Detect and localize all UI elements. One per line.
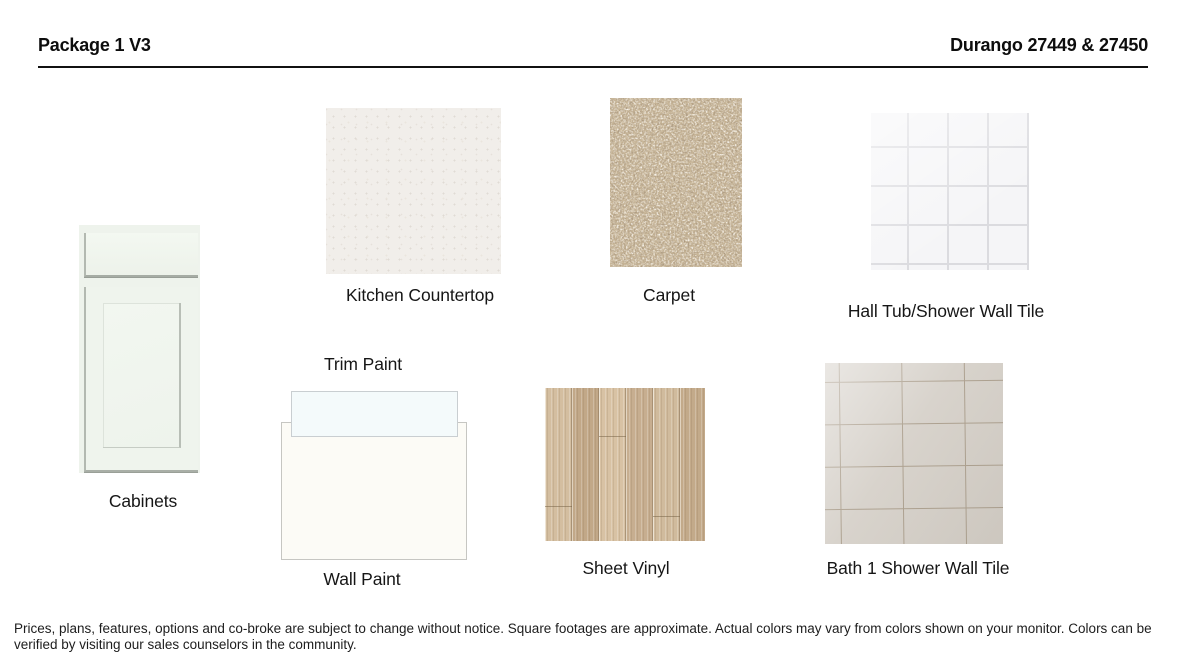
package-title: Package 1 V3 [38, 35, 151, 55]
cabinet-drawer-front [84, 233, 198, 277]
wall-paint-swatch [281, 422, 467, 560]
trim-paint-label: Trim Paint [323, 354, 403, 374]
cabinets-image [79, 225, 200, 473]
header-divider [38, 66, 1148, 68]
cabinets-label: Cabinets [108, 491, 178, 511]
kitchen-countertop-image [326, 108, 501, 274]
bath-1-shower-wall-tile-image [825, 363, 1003, 544]
carpet-label: Carpet [643, 285, 695, 305]
trim-paint-swatch [291, 391, 458, 437]
cabinet-door-panel [103, 303, 181, 448]
bath-1-shower-wall-tile-label: Bath 1 Shower Wall Tile [826, 558, 1010, 578]
kitchen-countertop-label: Kitchen Countertop [345, 285, 495, 305]
sheet-vinyl-image [545, 388, 705, 541]
cabinet-door-front [84, 287, 198, 472]
hall-tub-shower-wall-tile-image [871, 113, 1029, 270]
wall-paint-label: Wall Paint [323, 569, 401, 589]
sheet-vinyl-label: Sheet Vinyl [582, 558, 670, 578]
bath-1-shower-wall-tile-texture [825, 363, 1003, 544]
plan-title: Durango 27449 & 27450 [950, 35, 1148, 55]
carpet-image [610, 98, 742, 267]
hall-tub-shower-wall-tile-label: Hall Tub/Shower Wall Tile [847, 301, 1045, 321]
disclaimer-text: Prices, plans, features, options and co-broke are subject to change without notice. Square footages are approximate. Actual colors may vary from colors shown on your monitor. Colors can be verified by visiting our sales counselors in the community. [14, 621, 1152, 653]
